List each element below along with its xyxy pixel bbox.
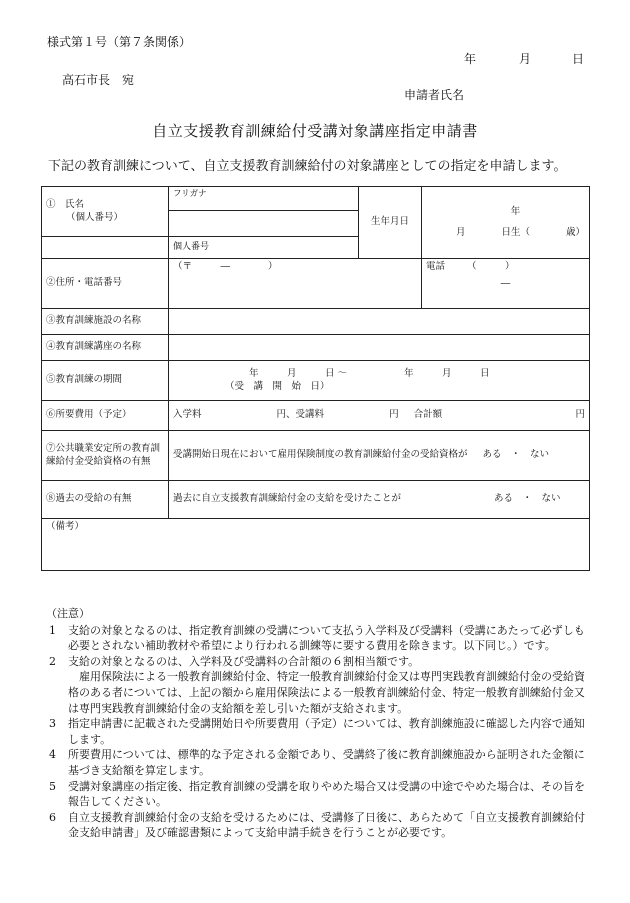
- note-item: [46, 810, 594, 841]
- total-yen: 円: [575, 409, 585, 421]
- note-number: 6: [49, 810, 56, 824]
- birth-age: 歳）: [565, 226, 585, 238]
- notes-section: [46, 606, 594, 841]
- note-text: 所要費用については、標準的な予定される金額であり、受講終了後に教育訓練施設から証明された金額に基づき支給額を算定します。: [68, 748, 585, 777]
- note-number: 4: [49, 748, 56, 762]
- applicant-name-label: 申請者氏名: [404, 88, 465, 102]
- addressee: 高石市長 宛: [62, 73, 135, 87]
- note-item: [46, 623, 594, 654]
- personal-number-field[interactable]: [169, 237, 359, 259]
- note-text: 指定申請書に記載された受講開始日や所要費用（予定）については、教育訓練施設に確認した内容で通知します。: [68, 717, 585, 746]
- eligibility-choice[interactable]: ある ・ ない: [482, 449, 550, 461]
- past-receipt-text: 過去に自立支援教育訓練給付金の支給を受けたことが: [173, 493, 402, 505]
- note-text: 自立支援教育訓練給付金の支給を受けるためには、受講修了日後に、あらためて「自立支援教育訓練給付金支給申請書」及び確認書類によって支給申請手続きを行うことが必要です。: [68, 810, 585, 840]
- address-field[interactable]: [169, 259, 422, 309]
- past-receipt-choice[interactable]: ある ・ ない: [494, 493, 561, 505]
- tuition-fee-label: 円、受講料: [276, 409, 325, 421]
- note-number: 1: [49, 623, 56, 637]
- address-label: ②住所・電話番号: [42, 259, 169, 309]
- furigana-label: フリガナ: [173, 189, 207, 199]
- birth-year: 年: [510, 205, 521, 217]
- note-number: 3: [49, 717, 56, 731]
- form-number: 様式第１号（第７条関係）: [47, 35, 192, 49]
- total-label: 合計額: [413, 409, 443, 421]
- remarks-label: （備考）: [46, 521, 85, 532]
- personal-number-label: 個人番号: [173, 242, 210, 253]
- eligibility-label: ⑦公共職業安定所の教育訓練給付金受給資格の有無: [42, 431, 169, 481]
- past-receipt-label: ⑧過去の受給の有無: [42, 481, 169, 519]
- note-item: [46, 779, 594, 810]
- tuition-yen: 円: [389, 409, 399, 421]
- facility-label: ③教育訓練施設の名称: [42, 309, 169, 335]
- course-label: ④教育訓練講座の名称: [42, 335, 169, 361]
- eligibility-text: 受講開始日現在において雇用保険制度の教育訓練給付金の受給資格が: [173, 449, 468, 461]
- note-item: [46, 654, 594, 670]
- facility-field[interactable]: [169, 309, 590, 335]
- period-start-sub: （受 講 開 始 日）: [225, 380, 330, 392]
- phone-field[interactable]: [422, 259, 590, 309]
- name-label: ① 氏名: [46, 198, 85, 210]
- note-text: 雇用保険法による一般教育訓練給付金、特定一般教育訓練給付金又は専門実践教育訓練給付金の受給資格のある者については、上記の額から雇用保険法による一般教育訓練給付金、特定一般教育訓練給付金又は専門実践教育訓練給付金の支給額を差し引いた額が支給されます。: [68, 670, 585, 715]
- period-label: ⑤教育訓練の期間: [42, 361, 169, 401]
- date-day: 日: [572, 52, 585, 66]
- date-month: 月: [519, 52, 532, 66]
- name-label-cell: [42, 187, 169, 237]
- phone-area: （ ）: [467, 261, 515, 272]
- admission-fee-label: 入学料: [173, 409, 202, 421]
- period-dates: 年 月 日 〜 年 月 日: [249, 367, 490, 379]
- document-title: 自立支援教育訓練給付受講対象講座指定申請書: [152, 122, 478, 140]
- date-year: 年: [464, 52, 477, 66]
- cost-label: ⑥所要費用（予定）: [42, 401, 169, 431]
- birth-label: 生年月日: [359, 187, 422, 259]
- course-field[interactable]: [169, 335, 590, 361]
- intro-text: 下記の教育訓練について、自立支援教育訓練給付の対象講座としての指定を申請します。: [48, 159, 567, 174]
- note-text: 受講対象講座の指定後、指定教育訓練の受講を取りやめた場合又は受講の中途でやめた場合は、その旨を報告してください。: [68, 779, 585, 809]
- postal-code: （〒 ― ）: [173, 261, 278, 272]
- phone-label: 電話: [426, 261, 446, 272]
- birth-month: 月: [456, 226, 466, 238]
- birth-date-field[interactable]: [422, 187, 590, 259]
- phone-dash: ―: [500, 277, 511, 289]
- note-number: 5: [49, 779, 56, 793]
- note-item: [46, 716, 594, 747]
- application-form-table: [41, 186, 590, 571]
- eligibility-field[interactable]: [169, 431, 590, 481]
- notes-title: （注意）: [46, 607, 90, 620]
- period-field[interactable]: [169, 361, 590, 401]
- name-field[interactable]: [169, 211, 359, 237]
- note-item: [46, 747, 594, 778]
- remarks-field[interactable]: [42, 519, 590, 571]
- note-number: 2: [49, 654, 56, 668]
- note-item: [46, 669, 594, 716]
- furigana-field[interactable]: [169, 187, 359, 211]
- personal-number-sub-label: （個人番号）: [66, 211, 124, 223]
- cost-field[interactable]: [169, 401, 590, 431]
- birth-day: 日生（: [501, 226, 530, 238]
- note-text: 支給の対象となるのは、指定教育訓練の受講について支払う入学料及び受講料（受講にあたって必ずしも必要とされない補助教材や希望により行われる訓練等に要する費用を除きます。以下同じ。）です。: [68, 623, 585, 653]
- note-text: 支給の対象となるのは、入学料及び受講料の合計額の６割相当額です。: [68, 654, 420, 668]
- past-receipt-field[interactable]: [169, 481, 590, 519]
